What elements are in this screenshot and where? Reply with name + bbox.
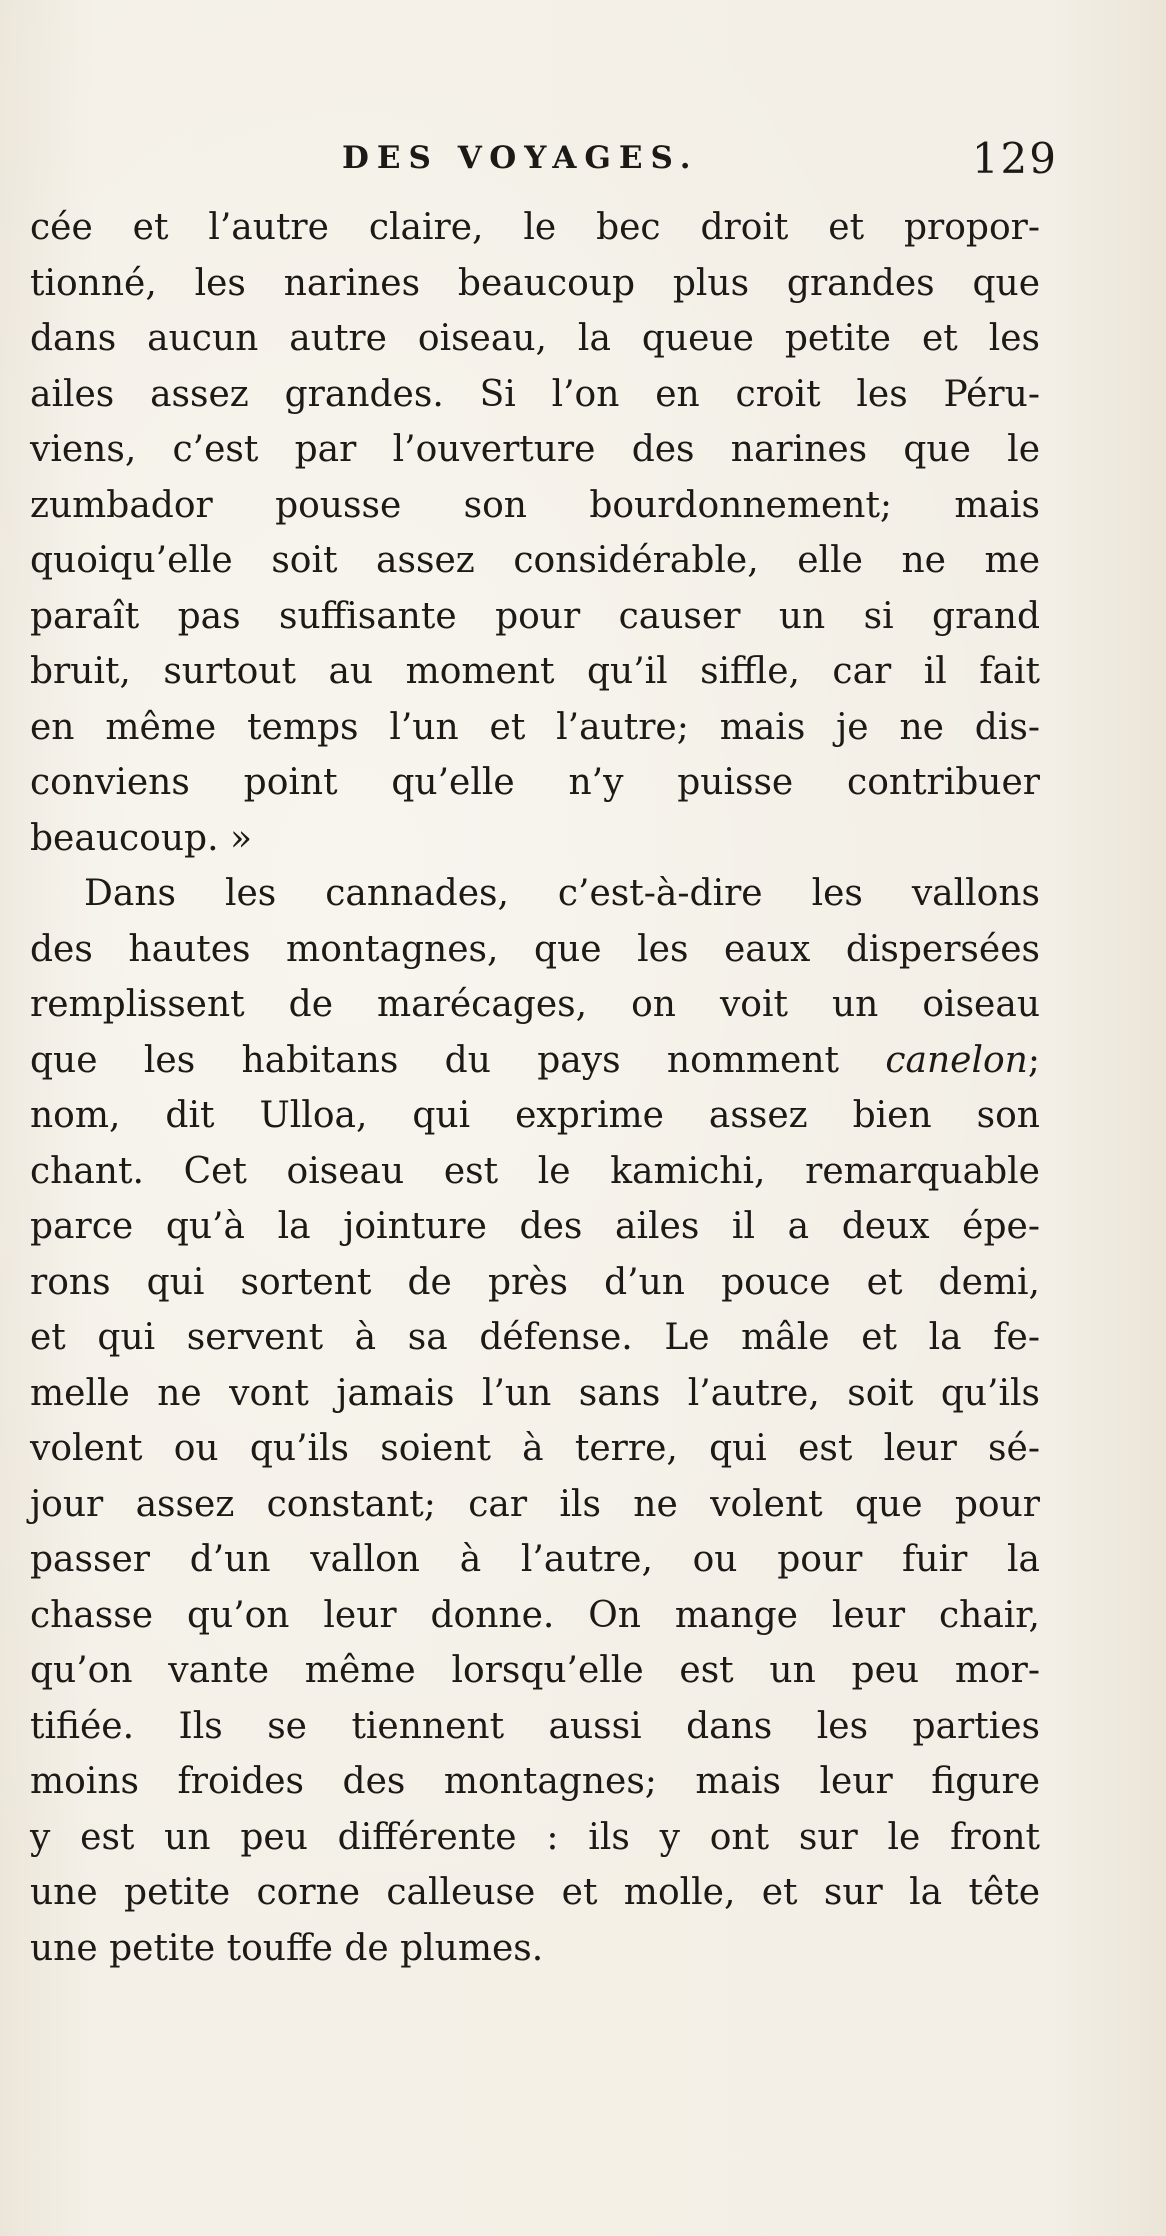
text-line: qu’on vante même lorsqu’elle est un peu mor- xyxy=(30,1650,1040,1691)
text-line: tionné, les narines beaucoup plus grandes que xyxy=(30,262,1040,304)
text-line: chasse qu’on leur donne. On mange leur chair, xyxy=(30,1594,1040,1636)
text-line: y est un peu différente : ils y ont sur le front xyxy=(30,1816,1040,1858)
running-title: DES VOYAGES. xyxy=(342,140,699,176)
text-line: melle ne vont jamais l’un sans l’autre, soit qu’ils xyxy=(30,1372,1040,1414)
text-line: dans aucun autre oiseau, la queue petite et les xyxy=(30,318,1040,359)
page-header xyxy=(0,134,1166,190)
text-segment: que les habitans du pays nomment xyxy=(30,1039,886,1081)
text-line: cée et l’autre claire, le bec droit et propor- xyxy=(30,207,1040,248)
italic-word-canelon: canelon xyxy=(885,1039,1028,1081)
text-line-paragraph-start: Dans les cannades, c’est-à-dire les vallons xyxy=(84,873,1040,914)
text-line: zumbador pousse son bourdonnement; mais xyxy=(30,484,1040,526)
text-line: ailes assez grandes. Si l’on en croit les Péru- xyxy=(30,373,1040,415)
text-line: nom, dit Ulloa, qui exprime assez bien son xyxy=(30,1095,1040,1136)
text-line: des hautes montagnes, que les eaux dispersées xyxy=(30,928,1040,970)
text-line: volent ou qu’ils soient à terre, qui est leur sé- xyxy=(30,1428,1040,1469)
text-line: bruit, surtout au moment qu’il siffle, car il fait xyxy=(30,651,1040,692)
text-line-with-italic xyxy=(30,1033,1040,1089)
text-line: moins froides des montagnes; mais leur figure xyxy=(30,1761,1040,1802)
text-line: parce qu’à la jointure des ailes il a deux épe- xyxy=(30,1206,1040,1247)
text-line: viens, c’est par l’ouverture des narines que le xyxy=(30,429,1040,470)
text-line: quoiqu’elle soit assez considérable, elle ne me xyxy=(30,540,1040,581)
text-line: et qui servent à sa défense. Le mâle et la fe- xyxy=(30,1317,1040,1358)
text-line: rons qui sortent de près d’un pouce et demi, xyxy=(30,1261,1040,1303)
text-line: jour assez constant; car ils ne volent que pour xyxy=(30,1483,1040,1525)
text-line: chant. Cet oiseau est le kamichi, remarquable xyxy=(30,1150,1040,1192)
text-line-paragraph-end: beaucoup. » xyxy=(30,817,252,859)
page-number: 129 xyxy=(971,134,1058,183)
text-line: conviens point qu’elle n’y puisse contribuer xyxy=(30,762,1040,803)
text-segment: ; xyxy=(1027,1039,1040,1081)
body-text xyxy=(30,200,1040,1976)
text-line-paragraph-end: une petite touffe de plumes. xyxy=(30,1927,544,1969)
text-line: tifiée. Ils se tiennent aussi dans les parties xyxy=(30,1705,1040,1747)
text-line: remplissent de marécages, on voit un oiseau xyxy=(30,984,1040,1025)
text-line: passer d’un vallon à l’autre, ou pour fuir la xyxy=(30,1539,1040,1580)
text-line: paraît pas suffisante pour causer un si grand xyxy=(30,595,1040,637)
text-line: une petite corne calleuse et molle, et sur la tête xyxy=(30,1872,1040,1913)
text-line: en même temps l’un et l’autre; mais je ne dis- xyxy=(30,706,1040,748)
